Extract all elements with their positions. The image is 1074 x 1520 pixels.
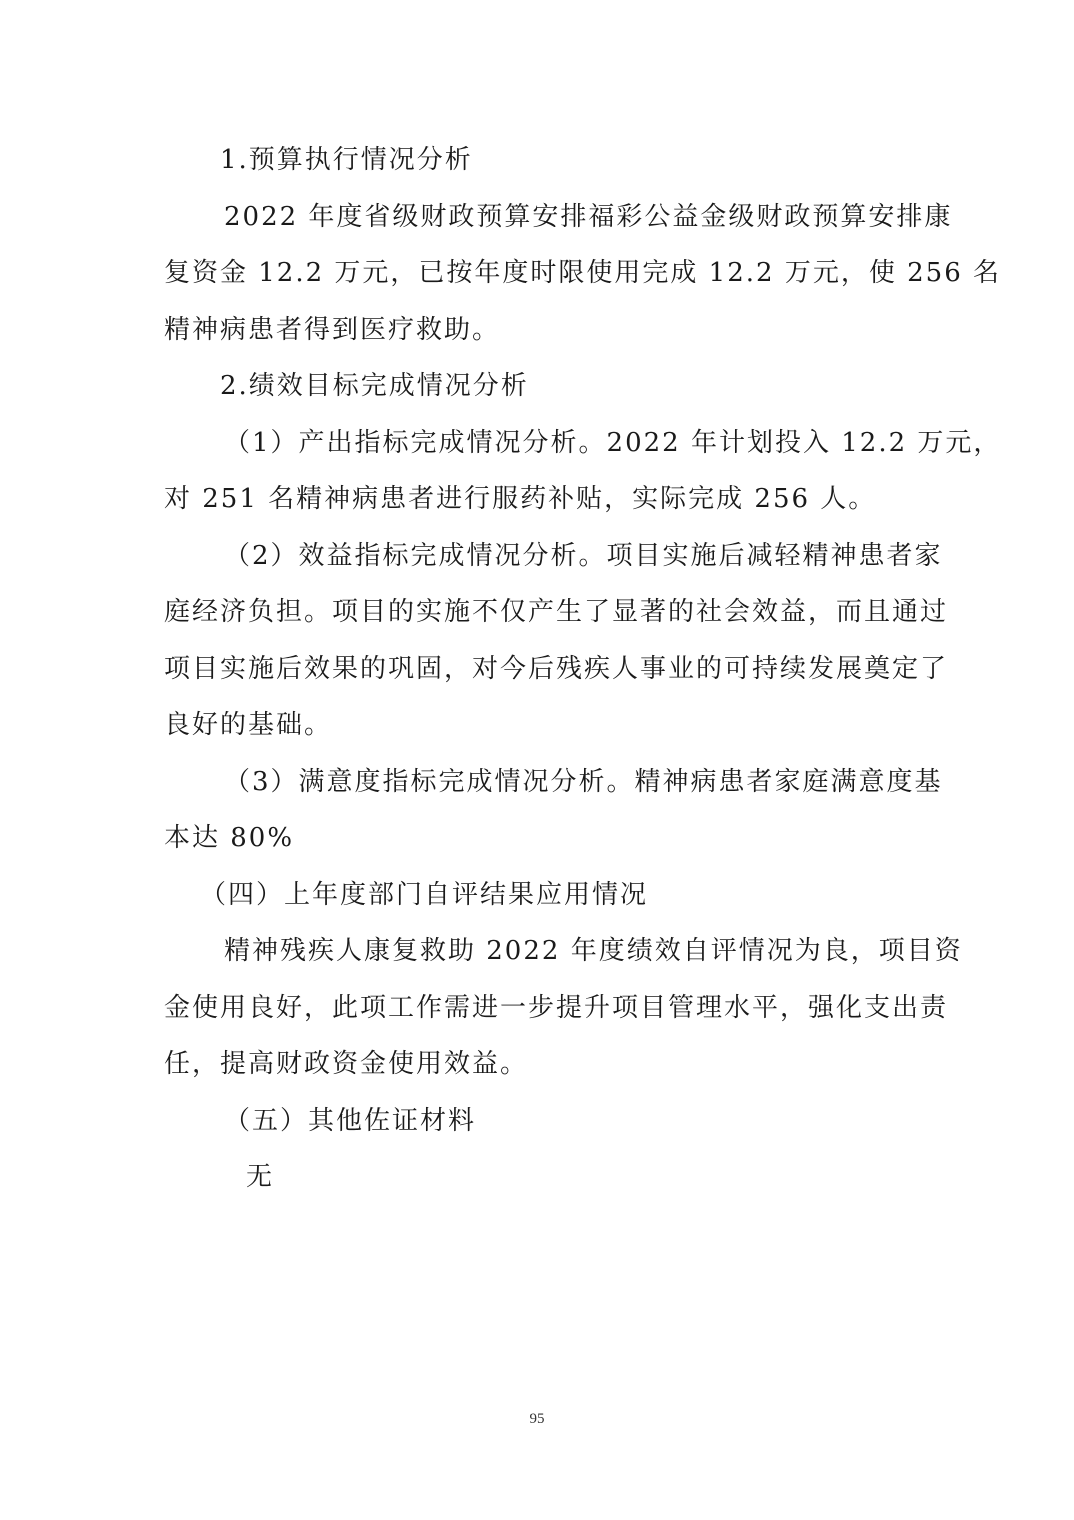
paragraph-line: 庭经济负担。项目的实施不仅产生了显著的社会效益，而且通过 (164, 597, 949, 627)
paragraph-line: 精神病患者得到医疗救助。 (164, 314, 501, 345)
paragraph-line: 良好的基础。 (164, 710, 333, 740)
paragraph-line: 项目实施后效果的巩固，对今后残疾人事业的可持续发展奠定了 (164, 653, 949, 684)
paragraph-line: 对 251 名精神病患者进行服药补贴，实际完成 256 人。 (164, 484, 877, 514)
paragraph-line: 精神残疾人康复救助 2022 年度绩效自评情况为良，项目资 (224, 936, 963, 966)
section-heading-other-supporting-materials: （五）其他佐证材料 (224, 1105, 477, 1136)
paragraph-line: 2022 年度省级财政预算安排福彩公益金级财政预算安排康 (224, 201, 953, 232)
paragraph-line: 本达 80% (164, 823, 295, 853)
paragraph-line: 复资金 12.2 万元，已按年度时限使用完成 12.2 万元，使 256 名 (164, 258, 1001, 288)
section-heading-budget-execution: 1.预算执行情况分析 (220, 145, 473, 175)
document-body (164, 132, 1002, 1206)
paragraph-line: （1）产出指标完成情况分析。2022 年计划投入 12.2 万元， (224, 427, 1002, 458)
paragraph-line: 任，提高财政资金使用效益。 (164, 1049, 529, 1079)
paragraph-line: 金使用良好，此项工作需进一步提升项目管理水平，强化支出责 (164, 992, 949, 1023)
section-heading-performance-goals: 2.绩效目标完成情况分析 (220, 371, 529, 401)
page-number: 95 (529, 1411, 545, 1427)
paragraph-line: 无 (246, 1162, 275, 1192)
section-heading-self-evaluation-results: （四）上年度部门自评结果应用情况 (200, 879, 649, 910)
paragraph-line: （2）效益指标完成情况分析。项目实施后减轻精神患者家 (224, 540, 943, 571)
paragraph-line: （3）满意度指标完成情况分析。精神病患者家庭满意度基 (224, 766, 943, 797)
